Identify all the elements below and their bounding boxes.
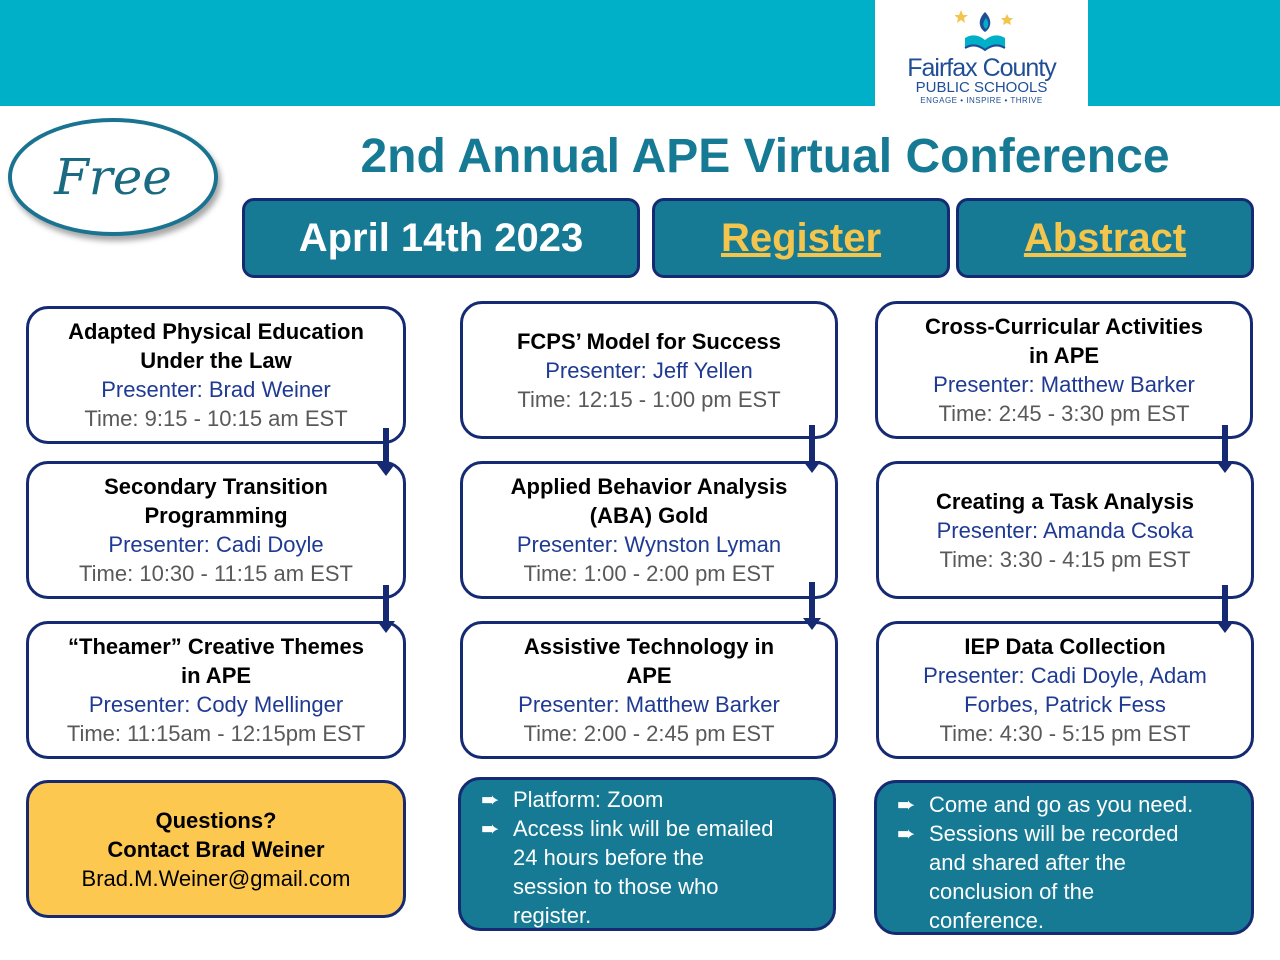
session-card bbox=[460, 301, 838, 439]
info-line: and shared after the bbox=[929, 850, 1126, 875]
session-presenter: Presenter: Wynston Lyman bbox=[516, 532, 782, 557]
down-arrow-icon bbox=[383, 428, 389, 466]
free-label: Free bbox=[54, 148, 172, 206]
session-card bbox=[26, 621, 406, 759]
session-card bbox=[876, 461, 1254, 599]
down-arrow-icon bbox=[809, 425, 815, 463]
arrow-bullet-icon: ➨ bbox=[481, 816, 500, 841]
session-presenter: Presenter: Jeff Yellen bbox=[545, 357, 753, 383]
torch-book-icon bbox=[955, 6, 1015, 56]
free-badge bbox=[8, 118, 218, 236]
session-title: IEP Data Collection bbox=[964, 634, 1166, 659]
session-presenter: Presenter: Matthew Barker bbox=[933, 372, 1195, 397]
down-arrow-icon bbox=[1222, 585, 1228, 623]
session-time: Time: 12:15 - 1:00 pm EST bbox=[517, 386, 781, 412]
session-presenter: Presenter: Cody Mellinger bbox=[88, 692, 344, 717]
session-title: Creating a Task Analysis bbox=[936, 488, 1194, 514]
session-time: Time: 2:00 - 2:45 pm EST bbox=[523, 721, 775, 746]
session-title: APE bbox=[626, 663, 672, 688]
top-banner bbox=[0, 0, 1280, 106]
session-presenter: Forbes, Patrick Fess bbox=[964, 692, 1166, 717]
session-card bbox=[875, 301, 1253, 439]
session-title: Cross-Curricular Activities bbox=[925, 314, 1203, 339]
list-item bbox=[481, 785, 819, 814]
session-time: Time: 1:00 - 2:00 pm EST bbox=[523, 561, 775, 586]
session-time: Time: 9:15 - 10:15 am EST bbox=[84, 406, 348, 431]
session-presenter: Presenter: Matthew Barker bbox=[518, 692, 780, 717]
list-item bbox=[481, 814, 819, 930]
down-arrow-icon bbox=[809, 582, 815, 620]
info-line: Access link will be emailed bbox=[513, 816, 774, 841]
session-title: in APE bbox=[180, 663, 252, 688]
info-line: register. bbox=[513, 903, 592, 928]
questions-heading: Questions? bbox=[155, 807, 277, 833]
info-line: Sessions will be recorded bbox=[929, 821, 1179, 846]
session-presenter: Presenter: Amanda Csoka bbox=[936, 517, 1194, 543]
contact-name: Contact Brad Weiner bbox=[107, 836, 325, 862]
session-presenter: Presenter: Brad Weiner bbox=[101, 377, 331, 402]
session-title: (ABA) Gold bbox=[589, 503, 709, 528]
session-presenter: Presenter: Cadi Doyle bbox=[108, 532, 324, 557]
list-item bbox=[897, 790, 1237, 819]
platform-info-box bbox=[458, 777, 836, 931]
session-card bbox=[876, 621, 1254, 759]
recording-info-box bbox=[874, 780, 1254, 935]
arrow-bullet-icon: ➨ bbox=[897, 821, 916, 846]
page-title: 2nd Annual APE Virtual Conference bbox=[360, 130, 1170, 183]
session-title: Secondary Transition bbox=[104, 474, 328, 499]
session-card bbox=[460, 461, 838, 599]
session-card bbox=[26, 306, 406, 444]
info-line: conference. bbox=[929, 908, 1044, 933]
register-link[interactable]: Register bbox=[652, 198, 950, 278]
info-line: session to those who bbox=[513, 874, 719, 899]
session-title: Assistive Technology in bbox=[523, 634, 775, 659]
questions-box bbox=[26, 780, 406, 918]
info-line: conclusion of the bbox=[929, 879, 1095, 904]
logo-subtitle: PUBLIC SCHOOLS bbox=[915, 79, 1048, 96]
session-title: Applied Behavior Analysis bbox=[510, 474, 788, 499]
session-title: Programming bbox=[144, 503, 288, 528]
session-time: Time: 3:30 - 4:15 pm EST bbox=[939, 546, 1191, 572]
info-line: Come and go as you need. bbox=[929, 792, 1194, 817]
session-card bbox=[26, 461, 406, 599]
date-banner: April 14th 2023 bbox=[242, 198, 640, 278]
session-title: FCPS’ Model for Success bbox=[516, 328, 782, 354]
session-time: Time: 10:30 - 11:15 am EST bbox=[79, 561, 353, 586]
down-arrow-icon bbox=[383, 585, 389, 623]
session-time: Time: 2:45 - 3:30 pm EST bbox=[938, 401, 1190, 426]
session-title: Under the Law bbox=[140, 348, 292, 373]
down-arrow-icon bbox=[1222, 425, 1228, 463]
session-title: Adapted Physical Education bbox=[68, 319, 364, 344]
list-item bbox=[897, 819, 1237, 935]
logo-tagline: ENGAGE • INSPIRE • THRIVE bbox=[920, 96, 1043, 105]
arrow-bullet-icon: ➨ bbox=[481, 787, 500, 812]
info-line: 24 hours before the bbox=[513, 845, 704, 870]
arrow-bullet-icon: ➨ bbox=[897, 792, 916, 817]
fcps-logo bbox=[875, 0, 1088, 106]
session-title: in APE bbox=[1028, 343, 1100, 368]
session-time: Time: 4:30 - 5:15 pm EST bbox=[939, 721, 1191, 746]
session-time: Time: 11:15am - 12:15pm EST bbox=[66, 721, 366, 746]
contact-email[interactable]: Brad.M.Weiner@gmail.com bbox=[81, 865, 351, 891]
info-line: Platform: Zoom bbox=[513, 787, 664, 812]
session-presenter: Presenter: Cadi Doyle, Adam bbox=[923, 663, 1207, 688]
logo-name: Fairfax County bbox=[907, 54, 1056, 82]
abstract-link[interactable]: Abstract bbox=[956, 198, 1254, 278]
session-card bbox=[460, 621, 838, 759]
session-title: “Theamer” Creative Themes bbox=[68, 634, 364, 659]
